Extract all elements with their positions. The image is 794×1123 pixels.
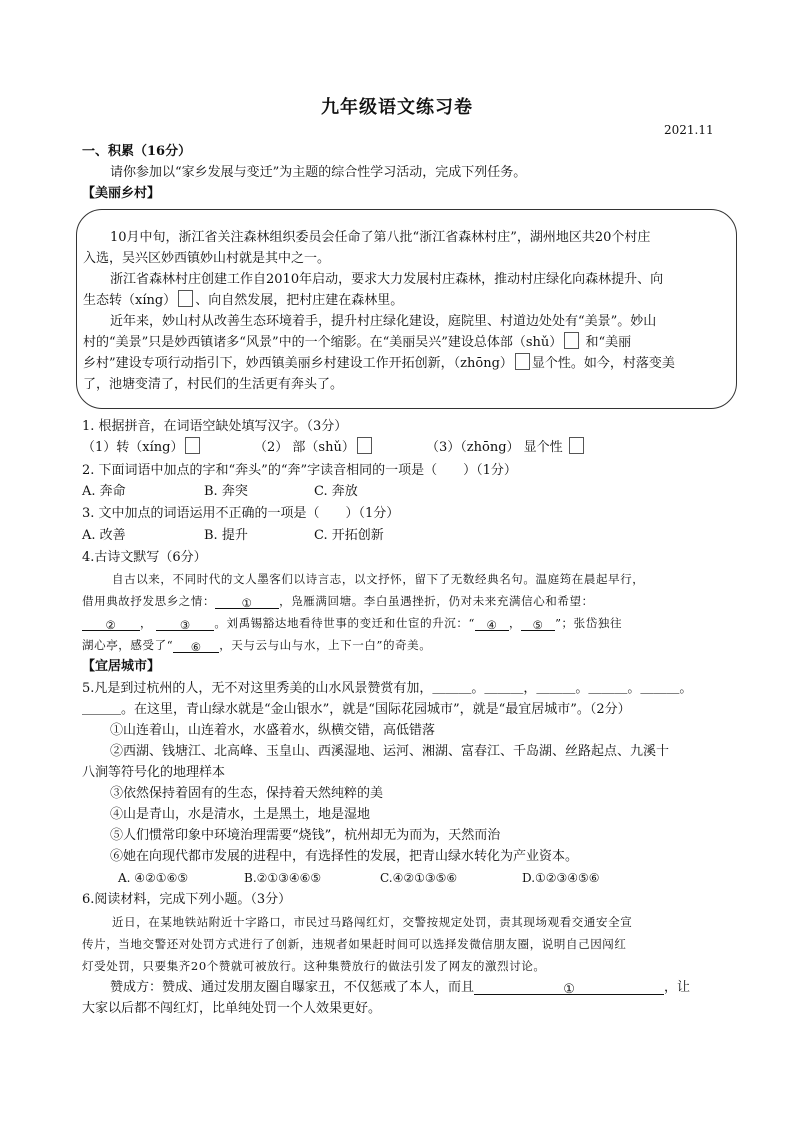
poetry-text: ，天与云与山与水，上下一白”的奇美。 — [219, 638, 432, 652]
question-5-line: ＿＿＿。在这里，青山绿水就是“金山银水”，就是“国际花园城市”，就是“最宜居城市”。（2分） — [82, 702, 631, 717]
question-1-label: （1）转（xíng） — [82, 440, 184, 455]
poetry-text: 。刘禹锡豁达地看待世事的变迁和仕宦的升沉：“ — [214, 616, 475, 630]
option-c[interactable]: C. 开拓创新 — [314, 528, 384, 543]
answer-box-xing[interactable] — [178, 290, 193, 307]
poetry-text: 湖心亭，感受了“ — [82, 638, 174, 652]
passage-line: 近年来，妙山村从改善生态环境着手，提升村庄绿化建设，庭院里、村道边处处有“美景”。妙山 — [110, 314, 657, 329]
passage-text: 村的“美景”只是妙西镇诸多“风景”中的一个缩影。在“美丽吴兴”建设总体部（shǔ） — [83, 335, 563, 350]
q1-answer-box-2[interactable] — [357, 437, 372, 454]
choice-a[interactable]: A. ④②①⑥⑤ — [118, 871, 189, 885]
passage-text: 和“美丽 — [585, 335, 632, 350]
blank-1[interactable]: ① — [215, 593, 279, 609]
poetry-text: 借用典故抒发思乡之情： — [82, 594, 216, 608]
question-5-line: 5.凡是到过杭州的人，无不对这里秀美的山水风景赞赏有加，＿＿＿。＿＿＿，＿＿＿。＿＿＿。＿＿＿。 — [82, 681, 693, 696]
poetry-passage-line — [82, 591, 594, 612]
passage-line — [83, 332, 631, 353]
passage-line: 10月中旬，浙江省关注森林组织委员会任命了第八批“浙江省森林村庄”，湖州地区共20个村庄 — [110, 230, 651, 245]
option-c[interactable]: C. 奔放 — [314, 484, 358, 499]
sentence-option: ③依然保持着固有的生态，保持着天然纯粹的美 — [110, 786, 384, 801]
option-a[interactable]: A. 改善 — [82, 528, 126, 543]
choice-d[interactable]: D.①②③④⑤⑥ — [522, 871, 600, 885]
poetry-text: ，凫雁满回塘。李白虽遇挫折，仍对未来充满信心和希望： — [279, 594, 594, 608]
blank-6[interactable]: ⑥ — [173, 637, 219, 653]
blank-3[interactable]: ③ — [156, 615, 214, 631]
passage-line — [83, 353, 675, 374]
supporting-view-text: 赞成方：赞成、通过发朋友圈自曝家丑，不仅惩戒了本人，而且 — [110, 980, 475, 995]
sentence-option: ⑤人们惯常印象中环境治理需要“烧钱”，杭州却无为而为，天然而治 — [110, 828, 501, 843]
passage-text: 、向自然发展，把村庄建在森林里。 — [195, 293, 404, 308]
poetry-text: ”；张岱独往 — [555, 616, 623, 630]
passage-text: 显个性。如今，村落变美 — [531, 356, 675, 371]
answer-blank-1[interactable]: ① — [474, 979, 664, 995]
question-1-label: （3）（zhōng） 显个性 — [426, 440, 563, 455]
poetry-text: ， — [140, 616, 153, 630]
question-3-stem: 3. 文中加点的词语运用不正确的一项是（ ）（1分） — [82, 506, 400, 521]
passage-line — [83, 290, 403, 311]
sentence-option: 八涧等符号化的地理样本 — [82, 765, 226, 780]
sentence-option: ①山连着山，山连着水，水盛着水，纵横交错，高低错落 — [110, 723, 436, 738]
question-1-stem: 1. 根据拼音，在词语空缺处填写汉字。（3分） — [82, 419, 348, 434]
answer-box-shu[interactable] — [564, 332, 579, 349]
question-1-item — [254, 437, 374, 458]
passage-line: 了，池塘变清了，村民们的生活更有奔头了。 — [83, 377, 344, 392]
blank-5[interactable]: ⑤ — [521, 615, 555, 631]
sentence-option: ⑥她在向现代都市发展的进程中，有选择性的发展，把青山绿水转化为产业资本。 — [110, 849, 579, 864]
poetry-passage-line: ② ， ③ 。刘禹锡豁达地看待世事的变迁和仕宦的升沉：“ ④ ， ⑤ ”；张岱独往 — [82, 613, 622, 634]
poetry-passage-line — [82, 635, 431, 656]
answer-box-zhong[interactable] — [515, 353, 530, 370]
supporting-view-text: ，让 — [664, 980, 691, 995]
passage-line: 入选，吴兴区妙西镇妙山村就是其中之一。 — [83, 251, 331, 266]
question-2-stem: 2. 下面词语中加点的字和“奔头”的“奔”字读音相同的一项是（ ）（1分） — [82, 463, 517, 478]
question-6-stem: 6.阅读材料，完成下列小题。（3分） — [82, 892, 292, 907]
exam-date: 2021.11 — [664, 123, 714, 137]
passage-text: 乡村”建设专项行动指引下，妙西镇美丽乡村建设工作开拓创新，（zhōng） — [83, 356, 513, 371]
blank-2[interactable]: ② — [82, 615, 140, 631]
choice-b[interactable]: B.②①③④⑥⑤ — [244, 871, 322, 885]
material-line: 传片，当地交警还对处罚方式进行了创新，违规者如果赶时间可以选择发微信朋友圈，说明自己因闯红 — [82, 937, 627, 951]
section-heading: 一、积累（16分） — [82, 144, 192, 159]
part-heading-livable-city: 【宜居城市】 — [82, 659, 161, 674]
material-line: 灯受处罚，只要集齐20个赞就可被放行。这种集赞放行的做法引发了网友的激烈讨论。 — [82, 959, 546, 973]
blank-4[interactable]: ④ — [475, 615, 509, 631]
part-heading-beautiful-village: 【美丽乡村】 — [82, 186, 161, 201]
choice-c[interactable]: C.④②①③⑤⑥ — [380, 871, 458, 885]
question-4-stem: 4.古诗文默写（6分） — [82, 550, 207, 565]
poetry-passage-line: 自古以来，不同时代的文人墨客们以诗言志，以文抒怀，留下了无数经典名句。温庭筠在晨起早行， — [112, 572, 645, 586]
option-b[interactable]: B. 奔突 — [204, 484, 248, 499]
sentence-option: ④山是青山，水是清水，土是黑土，地是湿地 — [110, 807, 371, 822]
passage-text: 生态转（xíng） — [83, 293, 177, 308]
q1-answer-box-3[interactable] — [569, 437, 584, 454]
supporting-view-line — [110, 977, 690, 998]
supporting-view-line: 大家以后都不闯红灯，比单纯处罚一个人效果更好。 — [82, 1001, 382, 1016]
page-title: 九年级语文练习卷 — [321, 97, 473, 118]
material-line: 近日，在某地铁站附近十字路口，市民过马路闯红灯，交警按规定处罚，责其现场观看交通安全宣 — [112, 915, 633, 929]
passage-line: 浙江省森林村庄创建工作自2010年启动，要求大力发展村庄森林，推动村庄绿化向森林提升、向 — [110, 272, 664, 287]
option-a[interactable]: A. 奔命 — [82, 484, 126, 499]
sentence-option: ②西湖、钱塘江、北高峰、玉皇山、西溪湿地、运河、湘湖、富春江、千岛湖、丝路起点、九溪十 — [110, 744, 670, 759]
question-1-item — [82, 437, 202, 458]
question-1-label: （2） 部（shǔ） — [254, 440, 355, 455]
section-intro: 请你参加以“家乡发展与变迁”为主题的综合性学习活动，完成下列任务。 — [110, 165, 527, 180]
q1-answer-box-1[interactable] — [185, 437, 200, 454]
question-1-item — [426, 437, 586, 458]
option-b[interactable]: B. 提升 — [204, 528, 248, 543]
